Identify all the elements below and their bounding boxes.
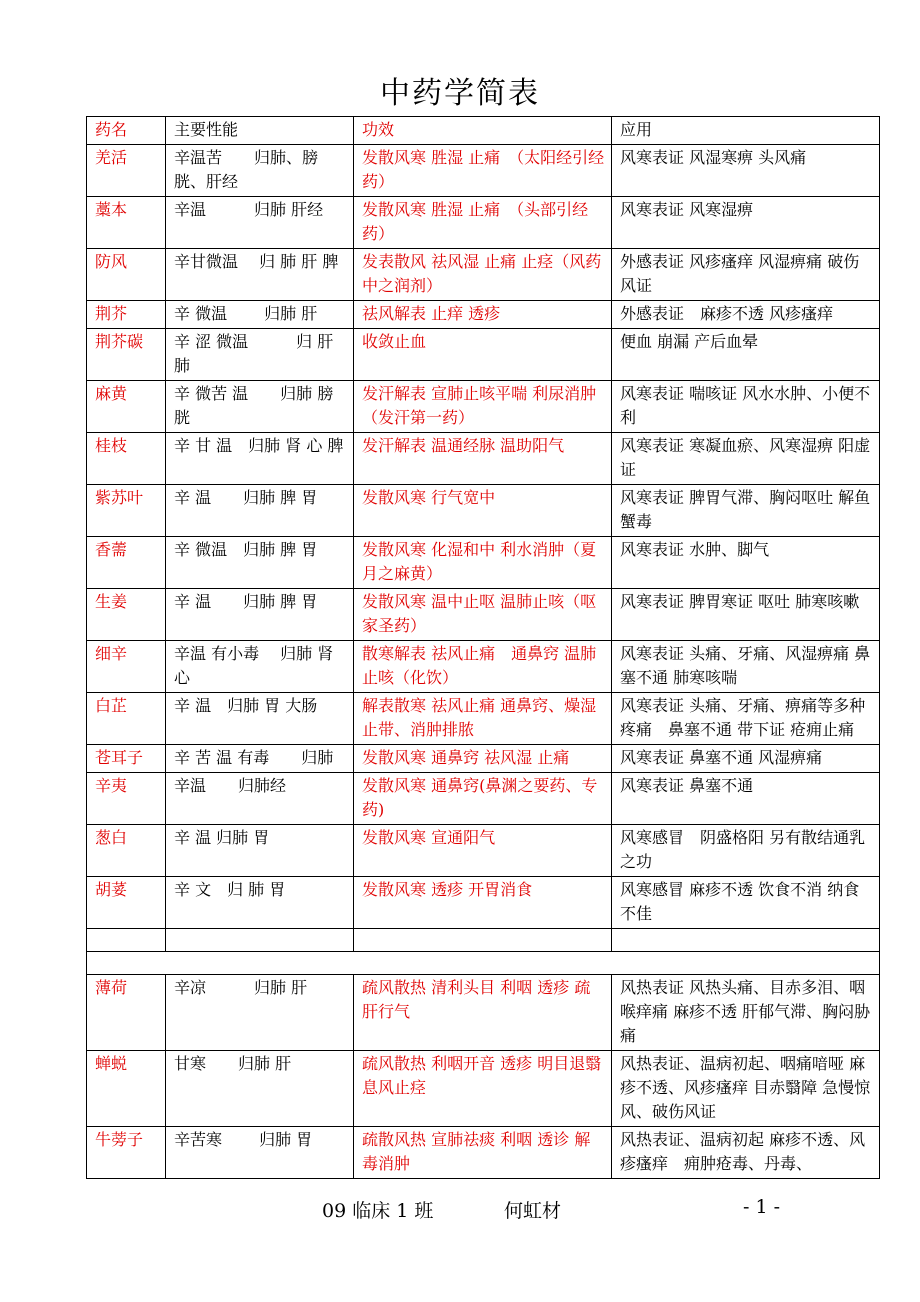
effect-cell: 发汗解表 温通经脉 温助阳气 bbox=[354, 433, 612, 485]
effect-cell: 发散风寒 宣通阳气 bbox=[354, 825, 612, 877]
effect-cell: 发散风寒 通鼻窍(鼻渊之要药、专药) bbox=[354, 773, 612, 825]
properties-cell: 辛 温 归肺 脾 胃 bbox=[166, 485, 354, 537]
header-effect: 功效 bbox=[354, 117, 612, 145]
properties-cell: 辛 温 归肺 脾 胃 bbox=[166, 589, 354, 641]
properties-cell: 辛温 归肺经 bbox=[166, 773, 354, 825]
properties-cell: 辛 涩 微温 归 肝 肺 bbox=[166, 329, 354, 381]
herb-name-cell: 薄荷 bbox=[87, 975, 166, 1051]
table-row bbox=[87, 381, 880, 433]
properties-cell: 辛 苦 温 有毒 归肺 bbox=[166, 745, 354, 773]
empty-cell bbox=[87, 929, 166, 952]
table-row bbox=[87, 773, 880, 825]
footer-author: 何虹材 bbox=[504, 1200, 562, 1222]
effect-cell: 发表散风 祛风湿 止痛 止痉（风药中之润剂） bbox=[354, 249, 612, 301]
application-cell: 风寒表证 鼻塞不通 bbox=[612, 773, 880, 825]
effect-cell: 发散风寒 胜湿 止痛 （头部引经药） bbox=[354, 197, 612, 249]
herb-name-cell: 香薷 bbox=[87, 537, 166, 589]
application-cell: 风寒表证 脾胃寒证 呕吐 肺寒咳嗽 bbox=[612, 589, 880, 641]
table-row bbox=[87, 693, 880, 745]
application-cell: 风寒表证 脾胃气滞、胸闷呕吐 解鱼蟹毒 bbox=[612, 485, 880, 537]
table-row bbox=[87, 745, 880, 773]
footer-page-number: - 1 - bbox=[743, 1196, 781, 1218]
herb-name-cell: 生姜 bbox=[87, 589, 166, 641]
herb-name-cell: 羌活 bbox=[87, 145, 166, 197]
properties-cell: 辛 甘 温 归肺 肾 心 脾 bbox=[166, 433, 354, 485]
application-cell: 风热表证 风热头痛、目赤多泪、咽喉痒痛 麻疹不透 肝郁气滞、胸闷胁痛 bbox=[612, 975, 880, 1051]
properties-cell: 辛温 有小毒 归肺 肾 心 bbox=[166, 641, 354, 693]
effect-cell: 发散风寒 行气宽中 bbox=[354, 485, 612, 537]
effect-cell: 发散风寒 胜湿 止痛 （太阳经引经药） bbox=[354, 145, 612, 197]
herb-name-cell: 防风 bbox=[87, 249, 166, 301]
herb-name-cell: 苍耳子 bbox=[87, 745, 166, 773]
table-row bbox=[87, 1051, 880, 1127]
herb-name-cell: 牛蒡子 bbox=[87, 1127, 166, 1179]
application-cell: 风寒感冒 阴盛格阳 另有散结通乳之功 bbox=[612, 825, 880, 877]
header-props: 主要性能 bbox=[166, 117, 354, 145]
table-row bbox=[87, 433, 880, 485]
properties-cell: 辛 微苦 温 归肺 膀胱 bbox=[166, 381, 354, 433]
empty-row bbox=[87, 929, 880, 952]
table-row bbox=[87, 537, 880, 589]
effect-cell: 疏风散热 清利头目 利咽 透疹 疏肝行气 bbox=[354, 975, 612, 1051]
properties-cell: 甘寒 归肺 肝 bbox=[166, 1051, 354, 1127]
application-cell: 风寒感冒 麻疹不透 饮食不消 纳食不佳 bbox=[612, 877, 880, 929]
table-row bbox=[87, 301, 880, 329]
herb-name-cell: 白芷 bbox=[87, 693, 166, 745]
properties-cell: 辛甘微温 归 肺 肝 脾 bbox=[166, 249, 354, 301]
table-row bbox=[87, 329, 880, 381]
application-cell: 风寒表证 鼻塞不通 风湿痹痛 bbox=[612, 745, 880, 773]
application-cell: 风寒表证 风寒湿痹 bbox=[612, 197, 880, 249]
herb-name-cell: 紫苏叶 bbox=[87, 485, 166, 537]
application-cell: 风寒表证 风湿寒痹 头风痛 bbox=[612, 145, 880, 197]
properties-cell: 辛 文 归 肺 胃 bbox=[166, 877, 354, 929]
application-cell: 风热表证、温病初起、咽痛喑哑 麻疹不透、风疹瘙痒 目赤翳障 急慢惊风、破伤风证 bbox=[612, 1051, 880, 1127]
properties-cell: 辛凉 归肺 肝 bbox=[166, 975, 354, 1051]
table-row bbox=[87, 249, 880, 301]
application-cell: 风热表证、温病初起 麻疹不透、风疹瘙痒 痈肿疮毒、丹毒、 bbox=[612, 1127, 880, 1179]
application-cell: 风寒表证 水肿、脚气 bbox=[612, 537, 880, 589]
application-cell: 风寒表证 头痛、牙痛、风湿痹痛 鼻塞不通 肺寒咳喘 bbox=[612, 641, 880, 693]
herb-table bbox=[86, 116, 880, 1179]
effect-cell: 疏风散热 利咽开音 透疹 明目退翳 息风止痉 bbox=[354, 1051, 612, 1127]
application-cell: 外感表证 风疹瘙痒 风湿痹痛 破伤风证 bbox=[612, 249, 880, 301]
header-use: 应用 bbox=[612, 117, 880, 145]
herb-name-cell: 胡荽 bbox=[87, 877, 166, 929]
table-row bbox=[87, 1127, 880, 1179]
application-cell: 风寒表证 寒凝血瘀、风寒湿痹 阳虚证 bbox=[612, 433, 880, 485]
application-cell: 外感表证 麻疹不透 风疹瘙痒 bbox=[612, 301, 880, 329]
properties-cell: 辛苦寒 归肺 胃 bbox=[166, 1127, 354, 1179]
table-row bbox=[87, 485, 880, 537]
herb-name-cell: 细辛 bbox=[87, 641, 166, 693]
effect-cell: 解表散寒 祛风止痛 通鼻窍、燥湿止带、消肿排脓 bbox=[354, 693, 612, 745]
application-cell: 便血 崩漏 产后血晕 bbox=[612, 329, 880, 381]
properties-cell: 辛 微温 归肺 脾 胃 bbox=[166, 537, 354, 589]
separator-cell bbox=[87, 952, 880, 975]
effect-cell: 收敛止血 bbox=[354, 329, 612, 381]
table-row bbox=[87, 589, 880, 641]
table-row bbox=[87, 145, 880, 197]
herb-name-cell: 桂枝 bbox=[87, 433, 166, 485]
effect-cell: 发汗解表 宣肺止咳平喘 利尿消肿 （发汗第一药） bbox=[354, 381, 612, 433]
properties-cell: 辛温苦 归肺、膀胱、肝经 bbox=[166, 145, 354, 197]
application-cell: 风寒表证 喘咳证 风水水肿、小便不利 bbox=[612, 381, 880, 433]
effect-cell: 疏散风热 宣肺祛痰 利咽 透诊 解毒消肿 bbox=[354, 1127, 612, 1179]
table-row bbox=[87, 877, 880, 929]
properties-cell: 辛 温 归肺 胃 大肠 bbox=[166, 693, 354, 745]
herb-name-cell: 藁本 bbox=[87, 197, 166, 249]
page-title: 中药学简表 bbox=[380, 76, 540, 111]
properties-cell: 辛 温 归肺 胃 bbox=[166, 825, 354, 877]
table-row bbox=[87, 197, 880, 249]
footer-class: 09 临床 1 班 bbox=[322, 1200, 434, 1222]
table-row bbox=[87, 825, 880, 877]
section-separator-row bbox=[87, 952, 880, 975]
herb-name-cell: 蝉蜕 bbox=[87, 1051, 166, 1127]
empty-cell bbox=[612, 929, 880, 952]
effect-cell: 发散风寒 通鼻窍 祛风湿 止痛 bbox=[354, 745, 612, 773]
empty-cell bbox=[166, 929, 354, 952]
effect-cell: 发散风寒 透疹 开胃消食 bbox=[354, 877, 612, 929]
effect-cell: 祛风解表 止痒 透疹 bbox=[354, 301, 612, 329]
herb-name-cell: 荆芥 bbox=[87, 301, 166, 329]
table-row bbox=[87, 641, 880, 693]
herb-name-cell: 荆芥碳 bbox=[87, 329, 166, 381]
table-header-row bbox=[87, 117, 880, 145]
effect-cell: 发散风寒 温中止呕 温肺止咳（呕家圣药） bbox=[354, 589, 612, 641]
herb-name-cell: 辛夷 bbox=[87, 773, 166, 825]
empty-cell bbox=[354, 929, 612, 952]
properties-cell: 辛温 归肺 肝经 bbox=[166, 197, 354, 249]
table-row bbox=[87, 975, 880, 1051]
application-cell: 风寒表证 头痛、牙痛、痹痛等多种疼痛 鼻塞不通 带下证 疮痈止痛 bbox=[612, 693, 880, 745]
effect-cell: 发散风寒 化湿和中 利水消肿（夏月之麻黄） bbox=[354, 537, 612, 589]
herb-name-cell: 葱白 bbox=[87, 825, 166, 877]
effect-cell: 散寒解表 祛风止痛 通鼻窍 温肺止咳（化饮） bbox=[354, 641, 612, 693]
header-name: 药名 bbox=[87, 117, 166, 145]
herb-name-cell: 麻黄 bbox=[87, 381, 166, 433]
properties-cell: 辛 微温 归肺 肝 bbox=[166, 301, 354, 329]
